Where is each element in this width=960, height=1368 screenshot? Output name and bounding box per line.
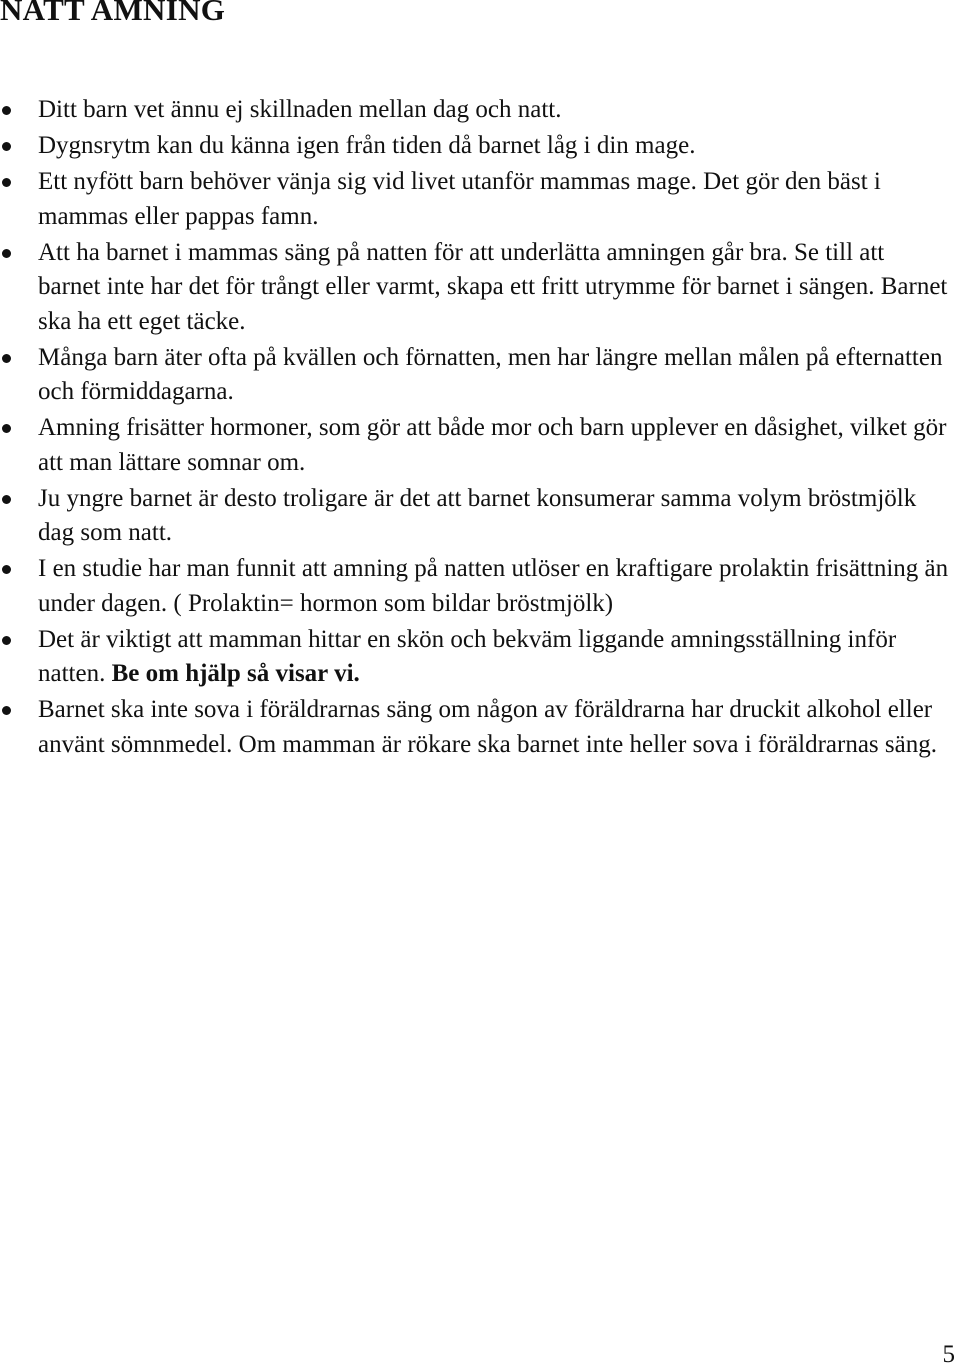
list-item: [0, 623, 960, 692]
list-item: [0, 552, 960, 621]
bullet-icon: [2, 354, 11, 363]
list-item-text: I en studie har man funnit att amning på natten utlöser en kraftigare prolaktin frisättning än under dagen. ( Prolaktin= hormon som bildar bröstmjölk): [38, 555, 949, 617]
page-title: NATT AMNING: [0, 0, 226, 27]
list-item: [0, 482, 960, 551]
list-item-text: Ditt barn vet ännu ej skillnaden mellan dag och natt.: [38, 96, 562, 123]
list-item-text: Att ha barnet i mammas säng på natten för att underlätta amningen går bra. Se till att barnet inte har det för trångt eller varmt, skapa ett fritt utrymme för barnet i sängen. Barnet ska ha ett eget täcke.: [38, 238, 948, 335]
list-item: [0, 93, 960, 128]
list-item: [0, 411, 960, 480]
list-item: [0, 341, 960, 410]
list-item-text: Det är viktigt att mamman hittar en skön och bekväm liggande amningsställning inför natten.: [38, 625, 897, 687]
bullet-icon: [2, 565, 11, 574]
list-item-text: Ett nyfött barn behöver vänja sig vid livet utanför mammas mage. Det gör den bäst i mammas eller pappas famn.: [38, 168, 881, 230]
list-item-text: Dygnsrytm kan du känna igen från tiden då barnet låg i din mage.: [38, 132, 696, 159]
bullet-icon: [2, 706, 11, 715]
list-item-text: Ju yngre barnet är desto troligare är det att barnet konsumerar samma volym bröstmjölk dag som natt.: [38, 484, 917, 546]
bullet-icon: [2, 249, 11, 258]
bullet-icon: [2, 424, 11, 433]
page-number: 5: [942, 1341, 955, 1368]
bullet-icon: [2, 495, 11, 504]
list-item-emphasis: Be om hjälp så visar vi.: [111, 660, 360, 687]
list-item-text: Barnet ska inte sova i föräldrarnas säng om någon av föräldrarna har druckit alkohol eller använt sömnmedel. Om mamman är rökare ska barnet inte heller sova i föräldrarnas säng.: [38, 696, 937, 758]
bullet-icon: [2, 636, 11, 645]
list-item: [0, 129, 960, 164]
bullet-icon: [2, 106, 11, 115]
list-item-text: Många barn äter ofta på kvällen och förnatten, men har längre mellan målen på efternatten och förmiddagarna.: [38, 343, 943, 405]
bullet-list: [0, 93, 960, 764]
list-item: [0, 693, 960, 762]
list-item: [0, 165, 960, 234]
bullet-icon: [2, 178, 11, 187]
list-item-text: Amning frisätter hormoner, som gör att både mor och barn upplever en dåsighet, vilket gör att man lättare somnar om.: [38, 414, 947, 476]
list-item: [0, 236, 960, 340]
bullet-icon: [2, 142, 11, 151]
